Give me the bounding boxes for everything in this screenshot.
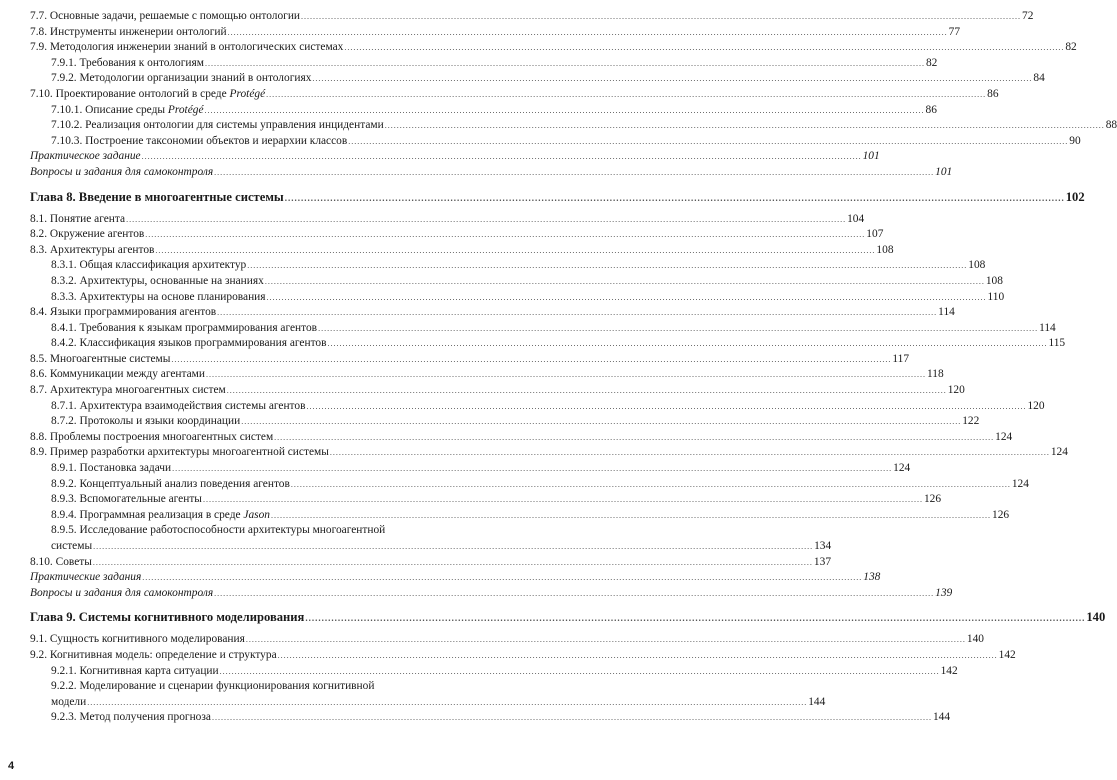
- toc-entry: [30, 352, 910, 368]
- toc-entry: [30, 118, 1117, 134]
- dot-leader: [145, 227, 865, 243]
- dot-leader: [327, 336, 1047, 352]
- toc-entry-page: 108: [876, 243, 894, 256]
- toc-entry-title: 8.7. Архитектура многоагентных систем: [30, 384, 226, 397]
- toc-entry-title: 7.9.1. Требования к онтологиям: [51, 56, 204, 69]
- toc-entry-title: 9.2.1. Когнитивная карта ситуации: [51, 664, 219, 677]
- dot-leader: [217, 305, 937, 321]
- toc-entry: [30, 165, 953, 181]
- dot-leader: [330, 445, 1050, 461]
- toc-entry: [30, 71, 1045, 87]
- toc-entry-title: 8.3.3. Архитектуры на основе планирования: [51, 290, 266, 303]
- toc-entry: [30, 9, 1034, 25]
- toc-entry-page: 88: [1105, 119, 1117, 132]
- toc-entry-page: 144: [808, 695, 826, 708]
- toc-entry-title: 8.3.1. Общая классификация архитектур: [51, 259, 247, 272]
- toc-entry-title-continued: системы: [51, 540, 93, 552]
- toc-entry: [30, 664, 958, 680]
- toc-entry: [30, 25, 961, 41]
- toc-entry-page: 120: [1027, 399, 1045, 412]
- toc-entry-title: Глава 9. Системы когнитивного моделирования: [30, 610, 305, 625]
- dot-leader: [285, 189, 1065, 206]
- dot-leader: [206, 367, 926, 383]
- toc-entry: [30, 305, 955, 321]
- toc-entry-title: 7.10.3. Построение таксономии объектов и иерархии классов: [51, 134, 348, 147]
- toc-entry-page: 134: [814, 540, 832, 552]
- dot-leader: [305, 609, 1085, 626]
- toc-entry-title: 8.9.5. Исследование работоспособности архитектуры многоагентной: [51, 524, 386, 537]
- dot-leader: [142, 570, 862, 586]
- toc-entry-title: 8.9. Пример разработки архитектуры многоагентной системы: [30, 446, 329, 459]
- toc-entry-page: 144: [932, 711, 951, 724]
- toc-entry: [30, 367, 944, 383]
- dot-leader: [306, 399, 1026, 415]
- dot-leader: [247, 258, 967, 274]
- toc-entry-title: 9.1. Сущность когнитивного моделирования: [30, 633, 245, 646]
- toc-entry-page: 86: [925, 103, 937, 116]
- chapter-entry: [30, 609, 1106, 626]
- toc-entry-page: 124: [1011, 477, 1029, 490]
- toc-entry: [30, 508, 1010, 524]
- toc-entry-title: 8.3. Архитектуры агентов: [30, 243, 155, 256]
- dot-leader: [278, 648, 998, 664]
- toc-entry-page: 115: [1048, 337, 1066, 350]
- toc-entry: [30, 212, 865, 228]
- toc-entry: [30, 321, 1056, 337]
- toc-entry: [30, 414, 980, 430]
- dot-leader: [203, 492, 923, 508]
- dot-leader: [214, 586, 934, 602]
- toc-entry-page: 108: [985, 274, 1003, 287]
- toc-entry: [30, 523, 832, 554]
- dot-leader: [93, 555, 813, 571]
- toc-entry-title: 8.8. Проблемы построения многоагентных систем: [30, 430, 274, 443]
- toc-entry-title: 8.4. Языки программирования агентов: [30, 306, 217, 319]
- dot-leader: [318, 321, 1038, 337]
- dot-leader: [205, 56, 925, 72]
- toc-entry-page: 108: [968, 259, 986, 272]
- toc-entry-page: 124: [893, 462, 911, 475]
- toc-entry: [30, 570, 881, 586]
- toc-entry-page: 86: [987, 87, 999, 100]
- toc-entry-page: 107: [866, 228, 884, 241]
- toc-entry-page: 124: [1050, 446, 1068, 459]
- dot-leader: [348, 134, 1068, 150]
- toc-entry: [30, 632, 984, 648]
- toc-entry-title: 9.2.3. Метод получения прогноза: [51, 711, 211, 724]
- toc-entry: [30, 274, 1003, 290]
- toc-entry-page: 114: [1039, 321, 1056, 334]
- dot-leader: [220, 664, 940, 680]
- page-number: 4: [8, 760, 15, 772]
- dot-leader: [155, 243, 875, 259]
- dot-leader: [241, 414, 961, 430]
- toc-entry-title: 8.3.2. Архитектуры, основанные на знаниях: [51, 274, 264, 287]
- toc-entry: [30, 461, 911, 477]
- toc-entry-page: 102: [1065, 189, 1085, 204]
- toc-entry-title: 8.5. Многоагентные системы: [30, 352, 171, 365]
- toc-entry-page: 90: [1069, 134, 1081, 147]
- toc-entry-title-continued: модели: [51, 695, 87, 708]
- toc-entry: [30, 134, 1081, 150]
- toc-entry-title: Вопросы и задания для самоконтроля: [30, 165, 214, 178]
- toc-entry: [30, 336, 1066, 352]
- toc-entry: [30, 103, 937, 119]
- toc-entry: [30, 149, 880, 165]
- toc-entry-title: 7.10.2. Реализация онтологии для системы управления инцидентами: [51, 119, 384, 132]
- toc-entry-page: 142: [998, 648, 1016, 661]
- toc-entry: [30, 445, 1068, 461]
- toc-entry-title: 7.10. Проектирование онтологий в среде Protégé: [30, 87, 266, 100]
- dot-leader: [93, 539, 813, 555]
- dot-leader: [205, 103, 925, 119]
- toc-entry-title: Практические задания: [30, 571, 142, 584]
- toc-entry-title: 8.4.2. Классификация языков программирования агентов: [51, 337, 327, 350]
- toc-entry-title: 8.9.3. Вспомогательные агенты: [51, 493, 202, 506]
- toc-entry: [30, 710, 951, 726]
- toc-entry-title: 9.2.2. Моделирование и сценарии функционирования когнитивной: [51, 680, 375, 693]
- dot-leader: [87, 695, 807, 711]
- dot-leader: [271, 508, 991, 524]
- toc-entry-title: 9.2. Когнитивная модель: определение и структура: [30, 648, 277, 661]
- toc-entry: [30, 586, 953, 602]
- toc-entry: [30, 399, 1045, 415]
- dot-leader: [214, 165, 934, 181]
- toc-entry-title: 8.10. Советы: [30, 555, 92, 568]
- toc-entry-page: 82: [925, 56, 938, 69]
- toc-entry-title: Вопросы и задания для самоконтроля: [30, 586, 214, 599]
- toc-entry-title: 8.9.2. Концептуальный анализ поведения агентов: [51, 477, 290, 490]
- toc-entry-page: 138: [863, 571, 881, 584]
- toc-entry-title: 7.10.1. Описание среды Protégé: [51, 103, 204, 116]
- dot-leader: [344, 40, 1064, 56]
- toc-entry: [30, 87, 999, 103]
- dot-leader: [265, 274, 985, 290]
- toc-entry-page: 101: [935, 165, 953, 178]
- toc-entry-title: 8.2. Окружение агентов: [30, 228, 145, 241]
- toc-entry-title: 8.7.2. Протоколы и языки координации: [51, 415, 241, 428]
- toc-entry-title: 8.9.4. Программная реализация в среде Jason: [51, 508, 270, 521]
- dot-leader: [172, 461, 892, 477]
- toc-entry-title: 7.8. Инструменты инженерии онтологий: [30, 25, 227, 38]
- toc-entry-page: 139: [935, 586, 953, 599]
- toc-entry-page: 77: [948, 25, 961, 38]
- toc-entry-page: 118: [926, 368, 944, 381]
- toc-entry-title: 7.9. Методология инженерии знаний в онтологических системах: [30, 41, 344, 54]
- toc-entry-title: 8.1. Понятие агента: [30, 212, 126, 225]
- toc-entry-page: 124: [995, 430, 1013, 443]
- toc-entry-page: 122: [962, 415, 980, 428]
- toc-entry-page: 126: [992, 508, 1010, 521]
- toc-entry-title: Глава 8. Введение в многоагентные системы: [30, 189, 284, 204]
- toc-entry: [30, 290, 1005, 306]
- toc-entry-page: 114: [938, 306, 955, 319]
- toc-entry-title: 8.9.1. Постановка задачи: [51, 462, 172, 475]
- dot-leader: [126, 212, 846, 228]
- dot-leader: [385, 118, 1105, 134]
- toc-entry-title: Практическое задание: [30, 150, 141, 163]
- toc-entry: [30, 492, 942, 508]
- toc-entry-page: 126: [923, 493, 942, 506]
- dot-leader: [274, 430, 994, 446]
- toc-entry: [30, 56, 938, 72]
- dot-leader: [246, 632, 966, 648]
- toc-entry-page: 117: [892, 352, 910, 365]
- toc-entry-page: 104: [847, 212, 865, 225]
- toc-entry-title: 7.7. Основные задачи, решаемые с помощью онтологии: [30, 10, 301, 22]
- toc-entry: [30, 227, 884, 243]
- dot-leader: [142, 149, 862, 165]
- toc-entry-title: 8.4.1. Требования к языкам программирования агентов: [51, 321, 318, 334]
- toc-entry-title: 7.9.2. Методологии организации знаний в онтологиях: [51, 72, 312, 85]
- toc-entry-page: 120: [947, 384, 965, 397]
- toc-entry-page: 84: [1033, 72, 1045, 85]
- dot-leader: [312, 71, 1032, 87]
- toc-entry: [30, 477, 1029, 493]
- toc-entry-title: 8.7.1. Архитектура взаимодействия системы агентов: [51, 399, 306, 412]
- dot-leader: [301, 9, 1021, 25]
- toc-entry-page: 142: [940, 664, 958, 677]
- toc-entry: [30, 648, 1016, 664]
- toc-entry-page: 137: [813, 555, 832, 568]
- table-of-contents: [30, 9, 1117, 726]
- toc-entry-page: 72: [1022, 10, 1034, 22]
- dot-leader: [228, 25, 948, 41]
- chapter-entry: [30, 189, 1085, 206]
- dot-leader: [171, 352, 891, 368]
- dot-leader: [227, 383, 947, 399]
- toc-entry: [30, 430, 1013, 446]
- dot-leader: [212, 710, 932, 726]
- toc-entry-page: 140: [966, 633, 984, 646]
- dot-leader: [266, 87, 986, 103]
- toc-entry: [30, 555, 832, 571]
- toc-entry: [30, 243, 894, 259]
- toc-entry-page: 82: [1065, 41, 1077, 54]
- toc-entry: [30, 40, 1077, 56]
- dot-leader: [291, 477, 1011, 493]
- toc-entry: [30, 258, 986, 274]
- toc-entry: [30, 679, 826, 710]
- toc-entry-title: 8.6. Коммуникации между агентами: [30, 368, 205, 381]
- toc-entry-page: 110: [987, 290, 1005, 303]
- toc-entry-page: 101: [862, 150, 880, 163]
- toc-entry: [30, 383, 965, 399]
- dot-leader: [267, 290, 987, 306]
- toc-entry-page: 140: [1086, 610, 1106, 625]
